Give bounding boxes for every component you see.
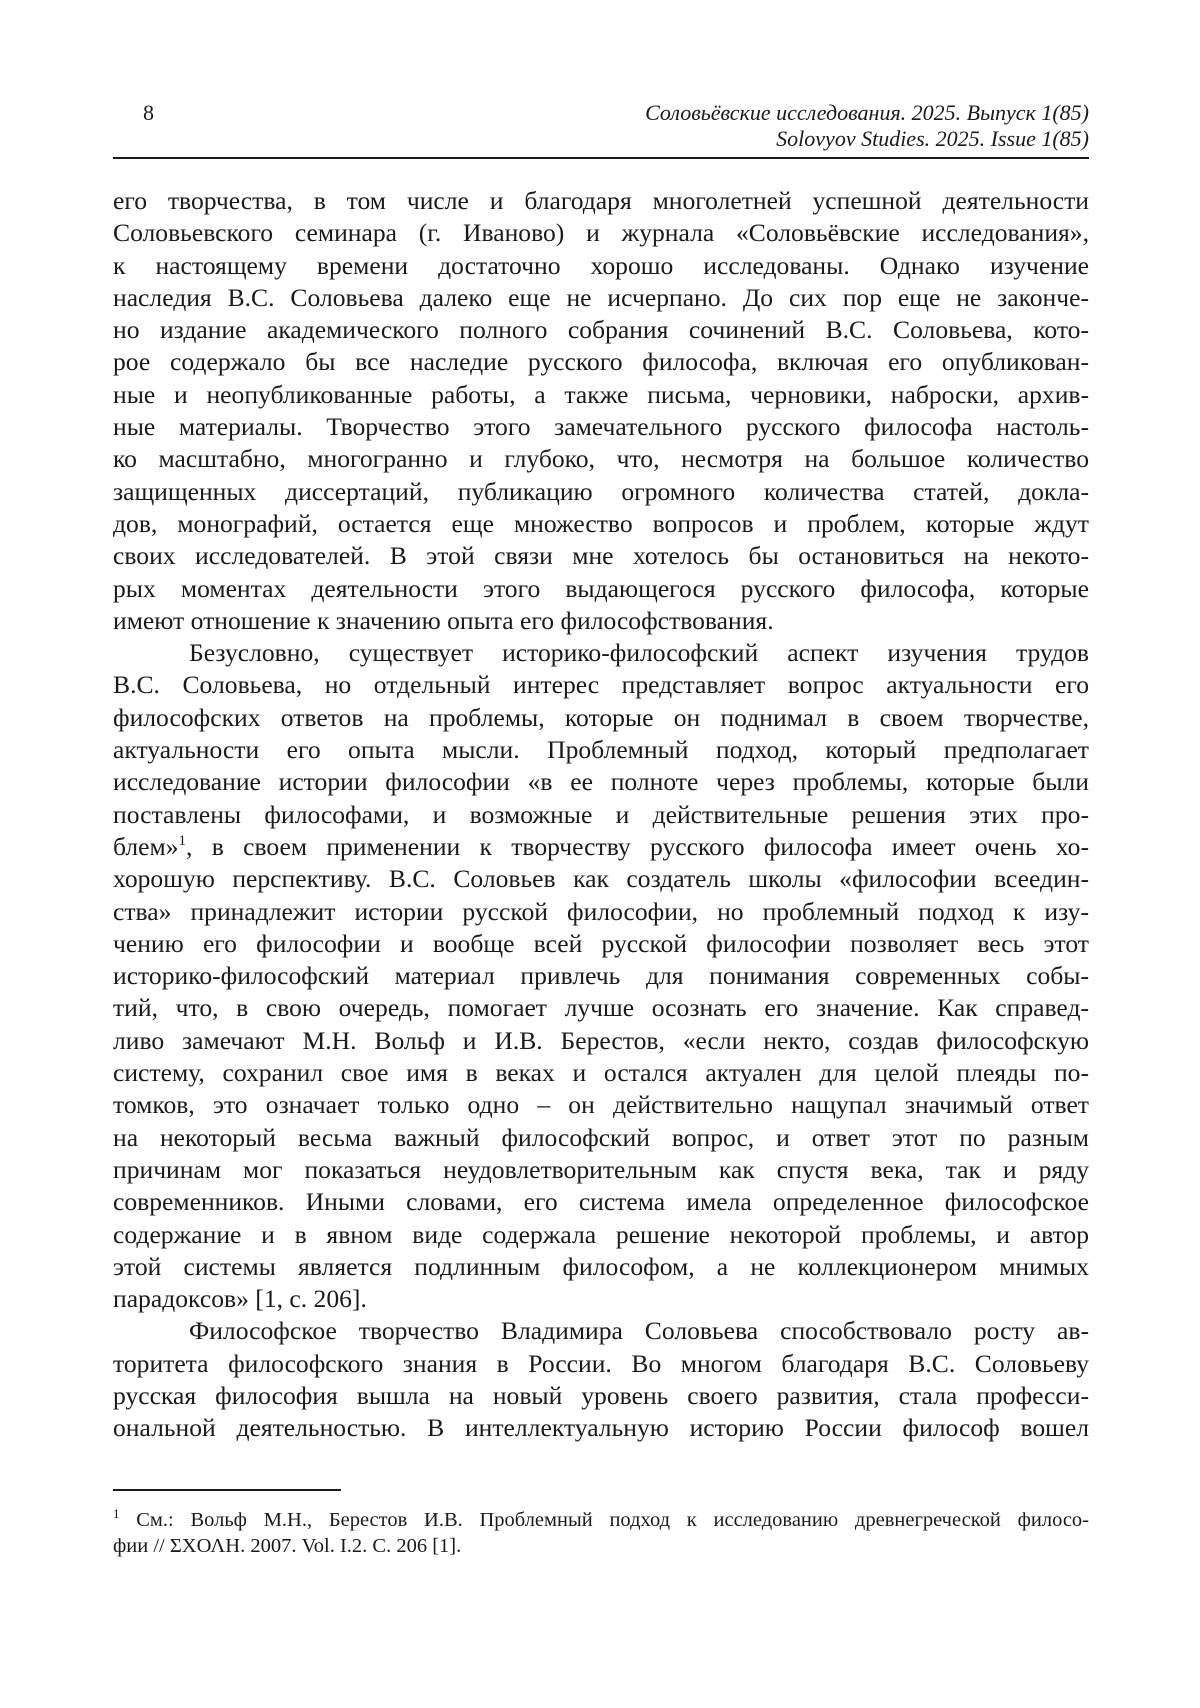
footnote-line: [113, 1507, 1089, 1533]
text-line: рое содержало бы все наследие русского философа, включая его опубликован-: [113, 347, 1089, 377]
text-line: ливо замечают М.Н. Вольф и И.В. Берестов, «если некто, создав философскую: [113, 1025, 1089, 1055]
text-line: ства» принадлежит истории русской философии, но проблемный подход к изу-: [113, 896, 1089, 926]
text-line: этой системы является подлинным философом, а не коллекционером мнимых: [113, 1251, 1089, 1281]
text-line: актуальности его опыта мысли. Проблемный подход, который предполагает: [113, 735, 1089, 765]
text-line: В.С. Соловьева, но отдельный интерес представляет вопрос актуальности его: [113, 670, 1089, 700]
paragraph-2: [113, 637, 1089, 1315]
text-line: парадоксов» [1, с. 206].: [113, 1284, 367, 1314]
text-line: рых моментах деятельности этого выдающегося русского философа, которые: [113, 573, 1089, 603]
text-line: его творчества, в том числе и благодаря многолетней успешной деятельности: [113, 186, 1089, 215]
text-line: историко-философский материал привлечь для понимания современных собы-: [113, 961, 1089, 991]
text-line: на некоторый весьма важный философский вопрос, и ответ этот по разным: [113, 1122, 1089, 1152]
paragraph-3: [113, 1315, 1089, 1444]
text-line: но издание академического полного собрания сочинений В.С. Соловьева, кото-: [113, 315, 1089, 345]
text-line: чению его философии и вообще всей русской философии позволяет весь этот: [113, 928, 1089, 958]
text-line: содержание и в явном виде содержала решение некоторой проблемы, и автор: [113, 1219, 1089, 1249]
text-fragment: , в своем применении к творчеству русского философа имеет очень хо-: [186, 831, 1089, 861]
text-line: ные материалы. Творчество этого замечательного русского философа настоль-: [113, 412, 1089, 442]
text-fragment: блем»: [113, 831, 179, 861]
text-line: наследия В.С. Соловьева далеко еще не исчерпано. До сих пор еще не законче-: [113, 282, 1089, 312]
text-line: тий, что, в свою очередь, помогает лучше осознать его значение. Как справед-: [113, 993, 1089, 1023]
text-line: ональной деятельностью. В интеллектуальную историю России философ вошел: [113, 1413, 1089, 1443]
text-line: своих исследователей. В этой связи мне хотелось бы остановиться на некото-: [113, 541, 1089, 571]
paragraph-1: [113, 185, 1089, 637]
text-line: систему, сохранил свое имя в веках и остался актуален для целой плеяды по-: [113, 1058, 1089, 1088]
footnote-text: См.: Вольф М.Н., Берестов И.В. Проблемный подход к исследованию древнегреческой филосо-: [119, 1509, 1089, 1531]
text-line: исследование истории философии «в ее полноте через проблемы, которые были: [113, 767, 1089, 797]
running-header: [645, 100, 1089, 152]
text-line: имеют отношение к значению опыта его философствования.: [113, 605, 774, 635]
text-line: к настоящему времени достаточно хорошо исследованы. Однако изучение: [113, 250, 1089, 280]
journal-title-ru: Соловьёвские исследования. 2025. Выпуск 1(85): [645, 100, 1089, 125]
text-line: ные и неопубликованные работы, а также письма, черновики, наброски, архив-: [113, 379, 1089, 409]
text-line: современников. Иными словами, его система имела определенное философское: [113, 1187, 1089, 1217]
text-line: торитета философского знания в России. Во многом благодаря В.С. Соловьеву: [113, 1348, 1089, 1378]
text-line: Соловьевского семинара (г. Иваново) и журнала «Соловьёвские исследования»,: [113, 218, 1089, 248]
footnote-line: фии // ΣΧΟΛΗ. 2007. Vol. I.2. С. 206 [1].: [113, 1535, 462, 1557]
text-line: Безусловно, существует историко-философский аспект изучения трудов: [189, 638, 1089, 668]
text-line: ко масштабно, многогранно и глубоко, что, несмотря на большое количество: [113, 444, 1089, 474]
page-number: 8: [143, 100, 154, 125]
text-line: хорошую перспективу. В.С. Соловьев как создатель школы «философии всеедин-: [113, 864, 1089, 894]
journal-title-en: Solovyov Studies. 2025. Issue 1(85): [776, 126, 1089, 151]
text-line: поставлены философами, и возможные и действительные решения этих про-: [113, 799, 1089, 829]
article-body: [113, 185, 1089, 1445]
footnote-reference[interactable]: 1: [178, 832, 187, 849]
text-line: русская философия вышла на новый уровень своего развития, стала професси-: [113, 1380, 1089, 1410]
footnote-rule: [113, 1489, 341, 1491]
text-line: философских ответов на проблемы, которые он поднимал в своем творчестве,: [113, 702, 1089, 732]
footnote: [113, 1507, 1089, 1559]
text-line: причинам мог показаться неудовлетворительным как спустя века, так и ряду: [113, 1154, 1089, 1184]
text-line: Философское творчество Владимира Соловьева способствовало росту ав-: [189, 1316, 1089, 1346]
header-rule: [113, 157, 1089, 159]
footnote-marker: 1: [113, 1506, 120, 1521]
text-line: защищенных диссертаций, публикацию огромного количества статей, докла-: [113, 476, 1089, 506]
text-line: томков, это означает только одно – он действительно нащупал значимый ответ: [113, 1090, 1089, 1120]
text-line-with-footnote: [113, 831, 1089, 863]
text-line: дов, монографий, остается еще множество вопросов и проблем, которые ждут: [113, 508, 1089, 538]
